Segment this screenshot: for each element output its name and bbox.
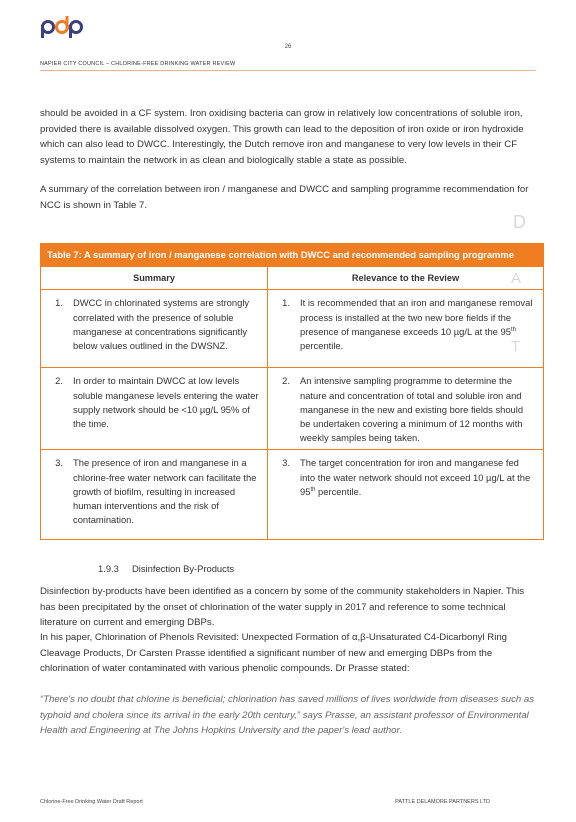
superscript: th: [310, 486, 316, 493]
body-paragraph-1: [40, 106, 536, 168]
relevance-text: [300, 296, 535, 353]
item-number: 1.: [55, 297, 63, 309]
relevance-text-tail: percentile.: [300, 340, 344, 352]
table-row: [41, 368, 544, 450]
watermark-letter-a: A: [511, 270, 522, 287]
body-paragraph-2: [40, 182, 536, 213]
paragraph-text: Disinfection by-products have been identified as a concern by some of the community stakeholders in Napier. This has been precipitated by the onset of chlorination of the water supply in 2017 and reference to some technical literature on current and emerging DBPs.: [40, 586, 525, 629]
summary-text: DWCC in chlorinated systems are strongly correlated with the presence of soluble manganese at concentrations significantly below values outlined in the DWSNZ.: [73, 297, 250, 352]
relevance-text-main: The target concentration for iron and manganese fed into the water network should not exceed 10 µg/L at the 95: [300, 457, 531, 497]
footer-company-name: PATTLE DELAMORE PARTNERS LTD: [395, 799, 490, 805]
summary-text: The presence of iron and manganese in a chlorine-free water network can facilitate the growth of biofilm, resulting in increased human interventions and the risk of contamination.: [73, 457, 257, 526]
relevance-text: [300, 456, 535, 499]
paragraph-text: In his paper, Chlorination of Phenols Revisited: Unexpected Formation of α,β-Unsaturated C4-Dicarbonyl Ring Cleavage Products, Dr Carsten Prasse identified a significant number of new and emerging DBPs from the chlorination of water contaminated with various phenolic compounds. Dr Prasse stated:: [40, 632, 508, 675]
pdp-logo-icon: [40, 14, 84, 40]
item-number: 2.: [55, 375, 63, 387]
relevance-cell: [268, 290, 544, 368]
relevance-text: An intensive sampling programme to determine the nature and concentration of total and soluble iron and manganese in the new and existing bore fields should be undertaken covering a minimum of 12 months with weekly samples being taken.: [300, 375, 524, 444]
watermark-letter-t: T: [511, 338, 521, 355]
footer-report-title: Chlorine-Free Drinking Water Draft Report: [40, 799, 143, 805]
paragraph-text: should be avoided in a CF system. Iron oxidising bacteria can grow in relatively low concentrations of soluble iron, provided there is available dissolved oxygen. This growth can lead to the deposition of iron oxide or iron hydroxide which can also lead to DWCC. Interestingly, the Dutch remove iron and manganese to very low levels in their CF systems to maintain the network in as clean and biologically stable a state as possible.: [40, 108, 524, 166]
item-number: 2.: [282, 375, 290, 387]
page-number: 26: [284, 44, 292, 50]
item-number: 3.: [55, 457, 63, 469]
quote-paragraph: [40, 692, 536, 739]
section-title: Disinfection By-Products: [132, 563, 235, 574]
relevance-cell: [268, 450, 544, 540]
section-number: 1.9.3: [98, 563, 119, 574]
paragraph-text: A summary of the correlation between iron / manganese and DWCC and sampling programme recommendation for NCC is shown in Table 7.: [40, 184, 529, 211]
table-row: [41, 290, 544, 368]
item-number: 3.: [282, 457, 290, 469]
body-paragraph-4: [40, 630, 536, 677]
superscript: th: [510, 326, 516, 333]
quote-text: “There's no doubt that chlorine is beneficial; chlorination has saved millions of lives worldwide from diseases such as typhoid and cholera since its arrival in the early 20th century,” says Prasse, an assistant professor of Environmental Health and Engineering at The Johns Hopkins University and the paper's lead author.: [40, 694, 535, 737]
column-header-relevance: Relevance to the Review: [268, 267, 544, 290]
body-paragraph-3: [40, 584, 536, 631]
watermark-letter-d: D: [513, 212, 526, 232]
table-caption: Table 7: A summary of iron / manganese correlation with DWCC and recommended sampling programme: [41, 244, 544, 267]
column-header-summary: Summary: [41, 267, 268, 290]
summary-table: [40, 243, 544, 540]
relevance-cell: [268, 368, 544, 450]
header-divider: [40, 70, 536, 71]
summary-cell: [41, 290, 268, 368]
table-row: [41, 450, 544, 540]
item-number: 1.: [282, 297, 290, 309]
summary-text: In order to maintain DWCC at low levels soluble manganese levels entering the water supply network should be <10 µg/L 95% of the time.: [73, 375, 259, 430]
summary-cell: [41, 368, 268, 450]
relevance-text-tail: percentile.: [315, 485, 362, 497]
summary-cell: [41, 450, 268, 540]
relevance-text-main: It is recommended that an iron and manganese removal process is installed at the two new bore fields if the presence of manganese exceeds 10 µg/L at the 95: [300, 297, 533, 337]
running-header-title: NAPIER CITY COUNCIL – CHLORINE-FREE DRINKING WATER REVIEW: [40, 61, 236, 67]
section-heading: [98, 563, 234, 574]
table-7: [40, 243, 543, 540]
company-logo: [40, 14, 84, 40]
